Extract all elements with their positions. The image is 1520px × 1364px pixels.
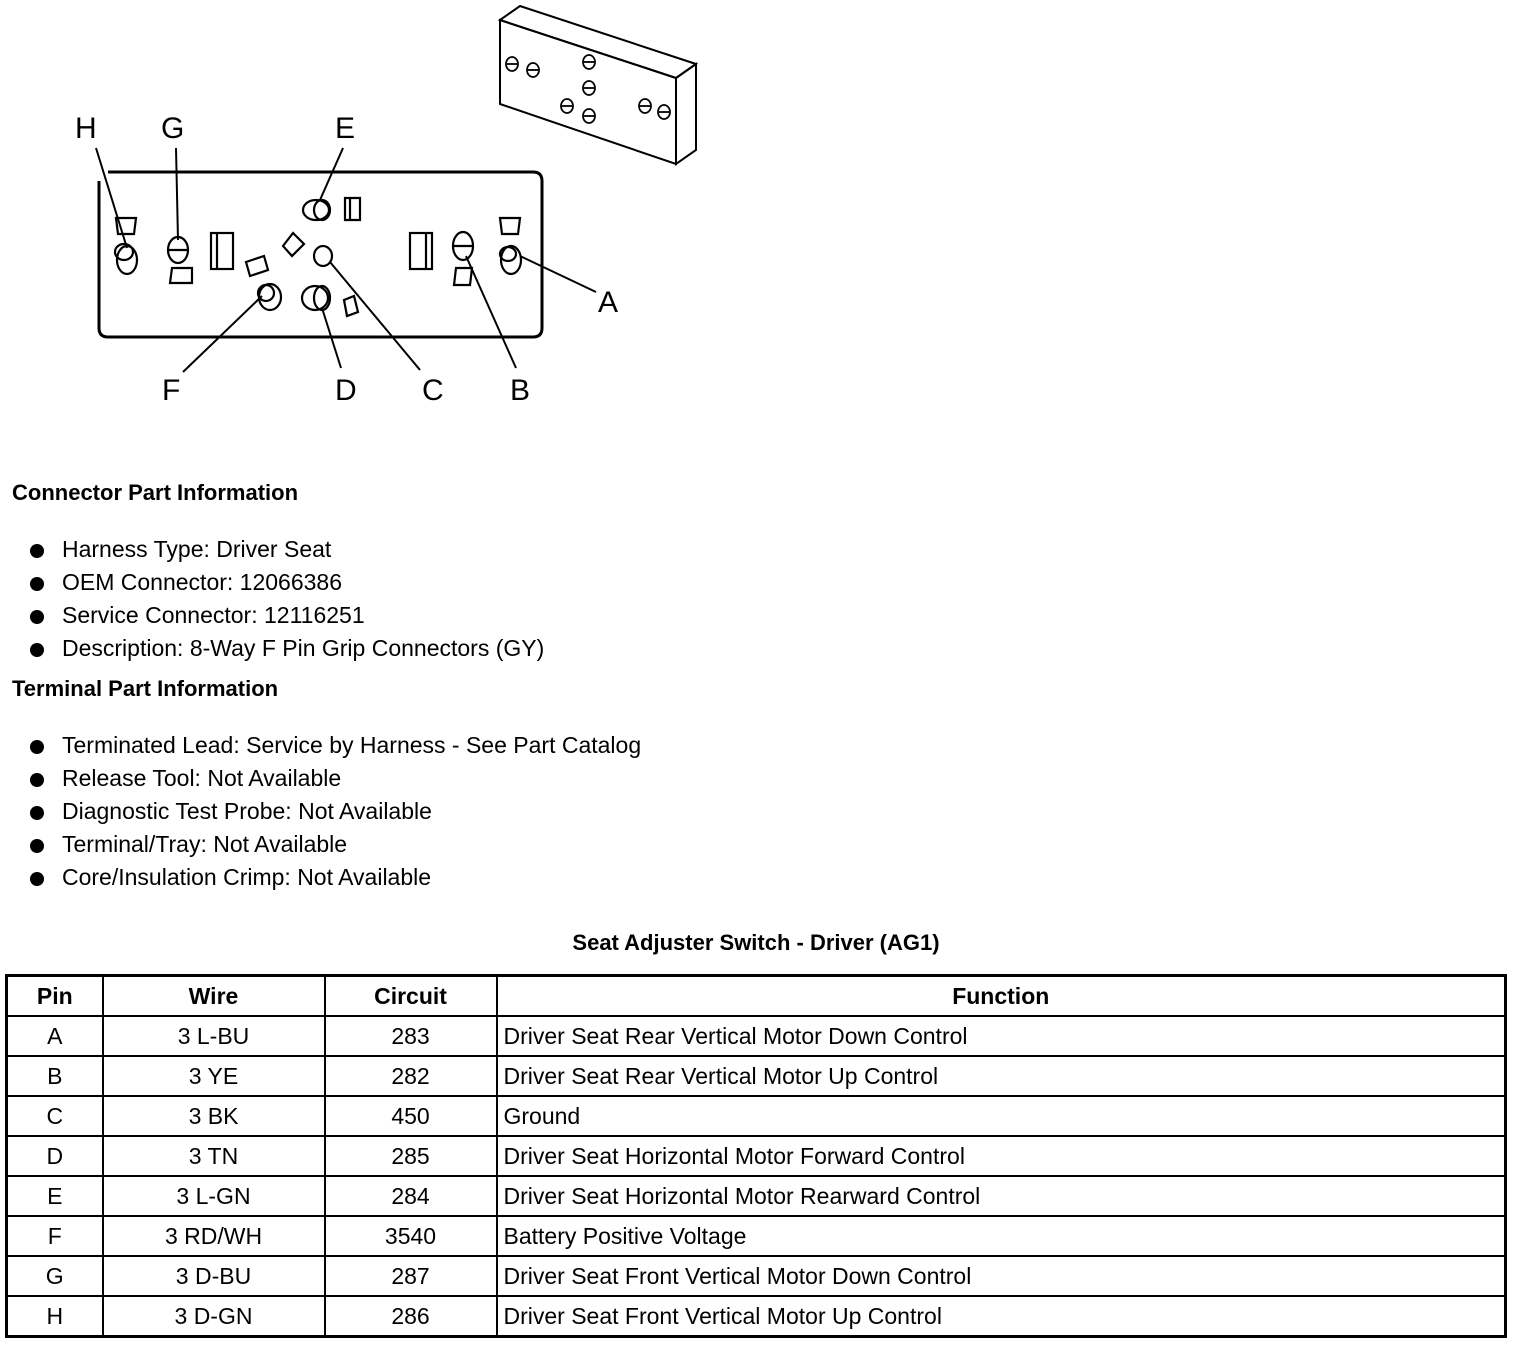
header-function: Function [497,976,1506,1017]
list-item: Terminated Lead: Service by Harness - See Part Catalog [28,731,641,764]
connector-3d-view [500,6,696,164]
pin-label-e: E [335,112,356,145]
list-item: Harness Type: Driver Seat [28,535,544,568]
cell-pin: D [7,1136,103,1176]
cell-circuit: 282 [325,1056,497,1096]
pin-label-f: F [162,374,181,407]
cell-function: Driver Seat Front Vertical Motor Down Control [497,1256,1506,1296]
cell-wire: 3 L-BU [103,1016,325,1056]
list-item: Terminal/Tray: Not Available [28,830,641,863]
header-wire: Wire [103,976,325,1017]
cell-wire: 3 YE [103,1056,325,1096]
cell-function: Driver Seat Horizontal Motor Rearward Control [497,1176,1506,1216]
pin-label-a: A [598,286,619,319]
table-row [7,1136,1506,1176]
pin-label-h: H [75,112,97,145]
table-row [7,1216,1506,1256]
terminal-info-list [28,731,641,896]
cell-function: Battery Positive Voltage [497,1216,1506,1256]
pin-label-g: G [161,112,185,145]
table-row [7,1056,1506,1096]
list-item: Diagnostic Test Probe: Not Available [28,797,641,830]
list-item: Service Connector: 12116251 [28,601,544,634]
list-item: OEM Connector: 12066386 [28,568,544,601]
cell-circuit: 284 [325,1176,497,1216]
header-circuit: Circuit [325,976,497,1017]
pin-label-d: D [335,374,357,407]
table-row [7,1016,1506,1056]
table-row [7,1296,1506,1337]
cell-pin: G [7,1256,103,1296]
cell-wire: 3 D-BU [103,1256,325,1296]
connector-cavities [115,198,521,316]
cell-pin: B [7,1056,103,1096]
cell-pin: F [7,1216,103,1256]
cell-pin: E [7,1176,103,1216]
cell-circuit: 3540 [325,1216,497,1256]
cell-wire: 3 D-GN [103,1296,325,1337]
cell-function: Ground [497,1096,1506,1136]
terminal-info-heading: Terminal Part Information [12,676,279,701]
cell-wire: 3 L-GN [103,1176,325,1216]
cell-pin: A [7,1016,103,1056]
cell-circuit: 285 [325,1136,497,1176]
pin-label-b: B [510,374,531,407]
connector-info-list [28,535,544,667]
connector-diagram [0,0,760,430]
cell-function: Driver Seat Rear Vertical Motor Up Control [497,1056,1506,1096]
connector-info-heading: Connector Part Information [12,480,299,505]
cell-pin: C [7,1096,103,1136]
list-item: Description: 8-Way F Pin Grip Connectors (GY) [28,634,544,667]
cell-function: Driver Seat Horizontal Motor Forward Control [497,1136,1506,1176]
cell-circuit: 286 [325,1296,497,1337]
pin-labels [75,112,618,407]
cell-function: Driver Seat Rear Vertical Motor Down Control [497,1016,1506,1056]
table-row [7,1096,1506,1136]
cell-wire: 3 RD/WH [103,1216,325,1256]
cell-function: Driver Seat Front Vertical Motor Up Control [497,1296,1506,1337]
list-item: Release Tool: Not Available [28,764,641,797]
list-item: Core/Insulation Crimp: Not Available [28,863,641,896]
table-row [7,1176,1506,1216]
table-header-row [7,976,1506,1017]
cell-pin: H [7,1296,103,1337]
cell-circuit: 283 [325,1016,497,1056]
pin-table [5,974,1507,1338]
table-title: Seat Adjuster Switch - Driver (AG1) [572,930,940,955]
cell-circuit: 450 [325,1096,497,1136]
cell-circuit: 287 [325,1256,497,1296]
table-row [7,1256,1506,1296]
header-pin: Pin [7,976,103,1017]
pin-label-c: C [422,374,444,407]
cell-wire: 3 BK [103,1096,325,1136]
cell-wire: 3 TN [103,1136,325,1176]
